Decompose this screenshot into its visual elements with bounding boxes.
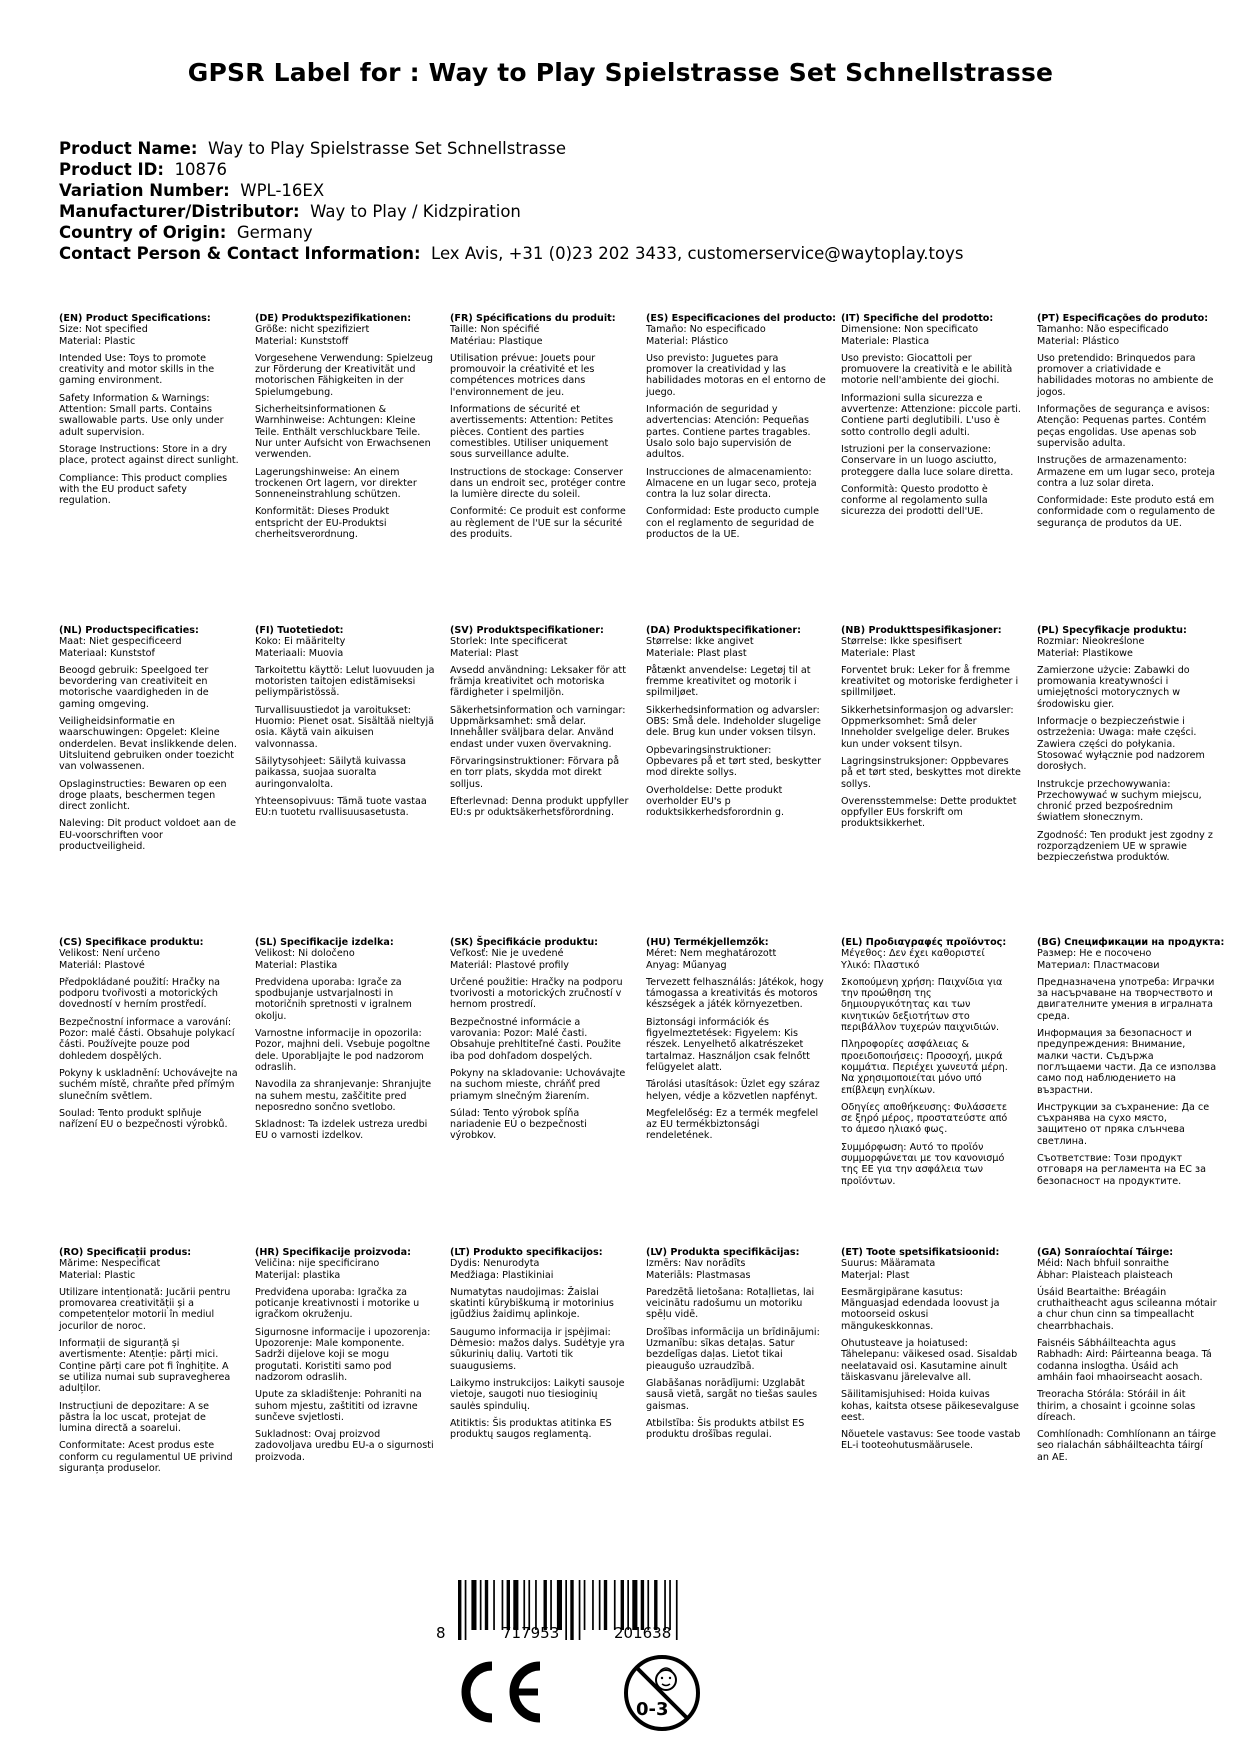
spec-line: Pokyny k uskladnění: Uchovávejte na suchém místě, chraňte před přímým slunečním světlem. — [59, 1067, 238, 1102]
spec-line: Size: Not specified — [59, 324, 148, 336]
spec-heading: (RO) Specificații produs: — [59, 1247, 192, 1258]
spec-line: Veiligheidsinformatie en waarschuwingen: Opgelet: Kleine onderdelen. Bevat inslikkende delen. Uitsluitend gebruiken onder toezicht van volwassenen. — [59, 716, 237, 773]
info-country-of-origin: Country of Origin: Germany — [59, 223, 313, 242]
spec-line: Säilytysohjeet: Säilytä kuivassa paikassa, suojaa suoralta auringonvalolta. — [255, 755, 406, 790]
barcode-bar — [614, 1580, 616, 1630]
product-info — [59, 138, 963, 264]
spec-line: Tarkoitettu käyttö: Lelut luovuuden ja motoristen taitojen edistämiseksi peliympäristössä. — [255, 664, 435, 699]
spec-line: Größe: nicht spezifiziert — [255, 324, 370, 336]
barcode-bar — [632, 1580, 637, 1630]
spec-line: Zamierzone użycie: Zabawki do promowania kreatywności i umiejętności motorycznych w środowisku gier. — [1037, 664, 1190, 710]
spec-block — [1037, 313, 1217, 535]
spec-line: Påtænkt anvendelse: Legetøj til at fremme kreativitet og motorik i spilmiljøet. — [646, 664, 811, 699]
spec-line: Størrelse: Ikke angivet — [646, 636, 754, 648]
spec-line: Lagringsinstruksjoner: Oppbevares på et tørt sted, beskyttes mot direkte sollys. — [841, 755, 1021, 790]
spec-line: Размер: Не е посочено — [1037, 948, 1152, 960]
spec-line: Súlad: Tento výrobok spĺňa nariadenie EÚ o bezpečnosti výrobkov. — [450, 1107, 587, 1142]
info-variation-number: Variation Number: WPL-16EX — [59, 181, 325, 200]
spec-line: Atitiktis: Šis produktas atitinka ES produktų saugos reglamentą. — [450, 1417, 612, 1441]
spec-line: Material: Plástico — [1037, 335, 1120, 347]
spec-line: Veľkosť: Nie je uvedené — [450, 948, 564, 960]
info-manufacturer: Manufacturer/Distributor: Way to Play / Kidzpiration — [59, 202, 521, 221]
age-warning-0-3-icon — [622, 1653, 702, 1733]
spec-heading: (DA) Produktspecifikationer: — [646, 625, 801, 636]
spec-line: Comhlíonadh: Comhlíonann an táirge seo rialachán sábháilteachta táirgí an AE. — [1037, 1429, 1217, 1463]
spec-line: Navodila za shranjevanje: Shranjujte na suhem mestu, zaščitite pred neposredno sončno svetlobo. — [255, 1079, 432, 1113]
spec-block — [59, 625, 239, 858]
spec-line: Atbilstība: Šis produkts atbilst ES produktu drošības regulai. — [646, 1417, 805, 1441]
spec-block — [646, 313, 837, 546]
spec-line: Conformitate: Acest produs este conform cu regulamentul UE privind siguranța produselor. — [59, 1440, 233, 1475]
spec-block — [255, 625, 435, 824]
spec-block — [646, 1247, 826, 1446]
spec-line: Glabāšanas norādījumi: Uzglabāt sausā vietā, sargāt no tiešas saules gaismas. — [646, 1377, 818, 1412]
info-product-id: Product ID: 10876 — [59, 160, 227, 179]
spec-line: Méid: Nach bhfuil sonraithe — [1037, 1258, 1169, 1270]
spec-line: Megfelelőség: Ez a termék megfelel az EU termékbiztonsági rendeletének. — [646, 1107, 819, 1142]
spec-heading: (SV) Produktspecifikationer: — [450, 625, 604, 636]
spec-line: Ohutusteave ja hoiatused: Tähelepanu: väikesed osad. Sisaldab neelatavaid osi. Kasutamine ainult täiskasvanu järelevalve all. — [841, 1338, 1018, 1383]
barcode-bar — [584, 1580, 586, 1630]
spec-line: Faisnéis Sábháilteachta agus Rabhadh: Aird: Páirteanna beaga. Tá codanna inslogtha. Úsáid ach amháin faoi mhaoirseacht aosach. — [1037, 1338, 1212, 1383]
spec-line: Sikkerhedsinformation og advarsler: OBS: Små dele. Indeholder slugelige dele. Brug kun under voksen tilsyn. — [646, 704, 821, 739]
spec-line: Taille: Non spécifié — [450, 324, 540, 336]
barcode-bar — [507, 1580, 510, 1630]
barcode-right-group: 201638 — [614, 1624, 672, 1642]
spec-heading: (BG) Спецификации на продукта: — [1037, 937, 1225, 948]
spec-line: Materiale: Plast plast — [646, 647, 747, 659]
spec-heading: (ET) Toote spetsifikatsioonid: — [841, 1247, 1000, 1258]
spec-line: Förvaringsinstruktioner: Förvara på en torr plats, skydda mot direkt solljus. — [450, 755, 620, 790]
barcode-bar — [465, 1580, 467, 1640]
barcode-bar — [523, 1580, 525, 1630]
spec-heading: (FR) Spécifications du produit: — [450, 313, 616, 324]
barcode-bar — [485, 1580, 488, 1630]
spec-line: Tervezett felhasználás: Játékok, hogy támogassa a kreativitás és motoros készségek a játék környezetben. — [646, 976, 824, 1011]
spec-block — [59, 313, 239, 512]
spec-line: Bezpečnostné informácie a varovania: Pozor: Malé časti. Obsahuje prehltiteľné časti. Použite iba pod dohľadom dospelých. — [450, 1016, 621, 1062]
spec-line: Vorgesehene Verwendung: Spielzeug zur Förderung der Kreativität und motorischen Fähigkeiten in der Spielumgebung. — [255, 352, 434, 398]
spec-line: Predvidena uporaba: Igrače za spodbujanje ustvarjalnosti in motoričnih spretnosti v igralnem okolju. — [255, 976, 412, 1022]
spec-line: Izmērs: Nav norādīts — [646, 1258, 746, 1270]
spec-line: Πληροφορίες ασφάλειας & προειδοποιήσεις: Προσοχή, μικρά κομμάτια. Περιέχει χωνευτά μέρη. Να χρησιμοποιείται μόνο υπό επίβλεψη ενηλίκων. — [841, 1039, 1008, 1096]
spec-line: Predviđena uporaba: Igračka za poticanje kreativnosti i motorike u igračkom okruženju. — [255, 1286, 420, 1321]
spec-line: Treoracha Stórála: Stóráil in áit thirim, a chosaint i gcoinne solas díreach. — [1037, 1389, 1196, 1423]
barcode-bar — [471, 1580, 476, 1630]
spec-line: Turvallisuustiedot ja varoitukset: Huomio: Pienet osat. Sisältää nieltyjä osia. Käytä vain aikuisen valvonnassa. — [255, 704, 435, 750]
spec-line: Instrukcje przechowywania: Przechowywać w suchym miejscu, chronić przed bezpośrednim światłem słonecznym. — [1037, 778, 1202, 824]
page-title: GPSR Label for : Way to Play Spielstrasse Set Schnellstrasse — [187, 58, 1054, 87]
spec-heading: (HR) Specifikacije proizvoda: — [255, 1247, 411, 1258]
spec-block — [450, 625, 630, 824]
barcode-bar — [604, 1580, 607, 1630]
spec-line: Μέγεθος: Δεν έχει καθοριστεί — [841, 948, 985, 960]
spec-line: Materiál: Plastové — [59, 959, 145, 971]
spec-line: Информация за безопасност и предупреждения: Внимание, малки части. Съдържа поглъщаеми части. Да се използва само под наблюдението на възрастни. — [1037, 1028, 1217, 1096]
barcode-bar — [565, 1580, 567, 1640]
spec-line: Compliance: This product complies with the EU product safety regulation. — [59, 472, 228, 507]
spec-line: Material: Plastic — [59, 1269, 136, 1281]
spec-block — [1037, 937, 1225, 1193]
spec-line: Información de seguridad y advertencias: Atención: Pequeñas partes. Contiene partes tragables. Úsalo solo bajo supervisión de adultos. — [646, 404, 811, 461]
spec-heading: (FI) Tuotetiedot: — [255, 625, 344, 636]
spec-line: Veličina: nije specificirano — [255, 1258, 380, 1270]
barcode-bar — [544, 1580, 547, 1630]
spec-line: Naleving: Dit product voldoet aan de EU-voorschriften voor productveiligheid. — [59, 818, 236, 853]
spec-line: Material: Plastika — [255, 959, 338, 971]
spec-line: Storlek: Inte specificerat — [450, 636, 568, 648]
spec-heading: (DE) Produktspezifikationen: — [255, 313, 412, 324]
barcode-bar — [654, 1580, 657, 1630]
barcode-first-digit: 8 — [436, 1624, 446, 1642]
spec-line: Uso previsto: Juguetes para promover la creatividad y las habilidades motoras en el entorno de juego. — [646, 352, 826, 398]
barcode-bar — [513, 1580, 518, 1630]
spec-line: Lagerungshinweise: An einem trockenen Ort lagern, vor direkter Sonneneinstrahlung schützen. — [255, 466, 417, 501]
barcode-bar — [458, 1580, 461, 1640]
spec-line: Instrucciones de almacenamiento: Almacene en un lugar seco, proteja contra la luz solar directa. — [646, 466, 817, 501]
barcode-bars — [436, 1580, 716, 1650]
barcode-bar — [528, 1580, 530, 1630]
spec-block — [841, 1247, 1021, 1458]
spec-heading: (PL) Specyfikacje produktu: — [1037, 625, 1187, 636]
spec-line: Materiaal: Kunststof — [59, 647, 155, 659]
spec-line: Overensstemmelse: Dette produktet oppfyller EUs forskrift om produktsikkerhet. — [841, 795, 1017, 830]
spec-line: Material: Plastic — [59, 335, 136, 347]
spec-line: Tárolási utasítások: Üzlet egy száraz helyen, védje a közvetlen napfényt. — [646, 1079, 820, 1102]
spec-block — [255, 937, 435, 1148]
spec-line: Beoogd gebruik: Speelgoed ter bevordering van creativiteit en motorische vaardigheden in de gaming omgeving. — [59, 664, 209, 710]
spec-line: Předpokládané použití: Hračky na podporu tvořivosti a motorických dovedností v herním prostředí. — [59, 976, 221, 1011]
spec-line: Materiał: Plastikowe — [1037, 647, 1133, 659]
spec-heading: (LT) Produkto specifikacijos: — [450, 1247, 603, 1258]
spec-line: Instructions de stockage: Conserver dans un endroit sec, protéger contre la lumière directe du soleil. — [450, 466, 626, 501]
spec-line: Velikost: Ni določeno — [255, 948, 355, 960]
spec-line: Opslaginstructies: Bewaren op een droge plaats, beschermen tegen direct zonlicht. — [59, 778, 227, 813]
spec-heading: (HU) Termékjellemzők: — [646, 937, 769, 948]
spec-line: Ábhar: Plaisteach plaisteach — [1037, 1269, 1173, 1281]
spec-line: Méret: Nem meghatározott — [646, 948, 777, 960]
spec-line: Utilizare intenționată: Jucării pentru promovarea creativității și a competențelor motorii în mediul jocurilor de noroc. — [59, 1286, 231, 1332]
spec-line: Určené použitie: Hračky na podporu tvorivosti a motorických zručností v hernom prostredí. — [450, 976, 623, 1011]
spec-block — [255, 313, 435, 546]
spec-line: Eesmärgipärane kasutus: Mänguasjad edendada loovust ja motoorseid oskusi mängukeskkonnas. — [841, 1286, 1000, 1332]
spec-line: Οδηγίες αποθήκευσης: Φυλάσσετε σε ξηρό μέρος, προστατεύστε από το άμεσο ηλιακό φως. — [841, 1101, 1008, 1136]
spec-line: Forventet bruk: Leker for å fremme kreativitet og motoriske ferdigheter i spillmiljøet. — [841, 664, 1019, 699]
spec-line: Utilisation prévue: Jouets pour promouvoir la créativité et les compétences motrices dans l'environnement de jeu. — [450, 352, 596, 398]
spec-line: Yhteensopivuus: Tämä tuote vastaa EU:n tuotetu rvallisuusasetusta. — [255, 795, 427, 819]
spec-line: Conformité: Ce produit est conforme au règlement de l'UE sur la sécurité des produits. — [450, 506, 626, 541]
spec-heading: (CS) Specifikace produktu: — [59, 937, 204, 948]
barcode-bar — [579, 1580, 581, 1640]
spec-line: Uso previsto: Giocattoli per promuovere la creatività e le abilità motorie nell'ambiente dei giochi. — [841, 352, 1013, 387]
spec-line: Material: Plástico — [646, 335, 729, 347]
spec-block — [450, 937, 630, 1148]
spec-line: Pokyny na skladovanie: Uchovávajte na suchom mieste, chráňť pred priamym slnečným žiarením. — [450, 1067, 626, 1102]
spec-heading: (NB) Produkttspesifikasjoner: — [841, 625, 1002, 636]
spec-line: Maat: Niet gespecificeerd — [59, 636, 182, 648]
spec-line: Informații de siguranță și avertismente: Atenție: părți mici. Conține părți care pot fi înghițite. A se utiliza numai sub supravegherea adulților. — [59, 1338, 231, 1395]
spec-line: Matériau: Plastique — [450, 335, 543, 347]
spec-line: Informações de segurança e avisos: Atenção: Pequenas partes. Contém peças engolidas. Use apenas sob supervisão adulta. — [1037, 404, 1210, 449]
spec-line: Materiale: Plastica — [841, 335, 930, 347]
spec-line: Koko: Ei määritelty — [255, 636, 346, 648]
info-contact: Contact Person & Contact Information: Lex Avis, +31 (0)23 202 3433, customerservice@waytoplay.toys — [59, 244, 964, 263]
spec-line: Storage Instructions: Store in a dry place, protect against direct sunlight. — [59, 443, 239, 467]
ce-mark-icon — [456, 1660, 546, 1724]
spec-line: Uso pretendido: Brinquedos para promover a criatividade e habilidades motoras no ambiente de jogos. — [1037, 352, 1214, 398]
spec-line: Säilitamisjuhised: Hoida kuivas kohas, kaitsta otsese päikesevalguse eest. — [841, 1389, 1019, 1423]
spec-heading: (SL) Specifikacije izdelka: — [255, 937, 394, 948]
barcode-bar — [676, 1580, 678, 1640]
spec-line: Material: Kunststoff — [255, 335, 349, 347]
spec-line: Laikymo instrukcijos: Laikyti sausoje vietoje, saugoti nuo tiesioginių saulės spindulių. — [450, 1377, 625, 1412]
spec-line: Conformità: Questo prodotto è conforme al regolamento sulla sicurezza dei prodotti dell'UE. — [841, 483, 988, 518]
spec-heading: (EL) Προδιαγραφές προϊόντος: — [841, 937, 1007, 948]
spec-line: Medžiaga: Plastikiniai — [450, 1269, 554, 1281]
spec-line: Velikost: Není určeno — [59, 948, 160, 960]
barcode-bar — [621, 1580, 624, 1630]
spec-line: Materiaali: Muovia — [255, 647, 344, 659]
spec-block — [1037, 1247, 1217, 1469]
spec-line: Materjal: Plast — [841, 1269, 910, 1281]
spec-heading: (NL) Productspecificaties: — [59, 625, 199, 636]
spec-heading: (EN) Product Specifications: — [59, 313, 211, 324]
spec-line: Dydis: Nenurodyta — [450, 1258, 540, 1270]
barcode-bar — [647, 1580, 649, 1630]
age-warning-label: 0-3 — [636, 1699, 669, 1720]
spec-block — [646, 937, 826, 1148]
spec-line: Sikkerhetsinformasjon og advarsler: Oppmerksomhet: Små deler Inneholder svelgelige deler. Brukes kun under voksent tilsyn. — [841, 704, 1014, 750]
barcode-bar — [599, 1580, 601, 1630]
spec-line: Størrelse: Ikke spesifisert — [841, 636, 962, 648]
spec-line: Tamaño: No especificado — [646, 324, 766, 336]
spec-line: Upute za skladištenje: Pohraniti na suhom mjestu, zaštititi od izravne sunčeve svjetlosti. — [255, 1389, 422, 1423]
spec-line: Sigurnosne informacije i upozorenja: Upozorenje: Male komponente. Sadrži dijelove koji se mogu progutati. Koristiti samo pod nadzorom odraslih. — [255, 1326, 431, 1383]
barcode-bar — [502, 1580, 504, 1630]
spec-line: Materiál: Plastové profily — [450, 959, 569, 971]
spec-heading: (SK) Špecifikácie produktu: — [450, 937, 599, 948]
spec-line: Varnostne informacije in opozorila: Pozor, majhni deli. Vsebuje pogoltne dele. Uporabljajte le pod nadzorom odraslih. — [255, 1028, 431, 1073]
spec-block — [646, 625, 826, 824]
barcode-bar — [557, 1580, 562, 1630]
spec-line: Drošības informācija un brīdinājumi: Uzmanību: sīkas detaļas. Satur bezdelīgas daļas. Lietot tikai pieaugušo uzraudzībā. — [646, 1326, 820, 1372]
spec-block — [255, 1247, 435, 1469]
spec-line: Säkerhetsinformation och varningar: Uppmärksamhet: små delar. Innehåller sväljbara delar. Använd endast under vuxen övervakning. — [450, 704, 626, 750]
info-product-name: Product Name: Way to Play Spielstrasse Set Schnellstrasse — [59, 139, 567, 158]
barcode-bar — [669, 1580, 671, 1630]
spec-heading: (IT) Specifiche del prodotto: — [841, 313, 994, 324]
spec-line: Informacje o bezpieczeństwie i ostrzeżenia: Uwaga: małe części. Zawiera części do połykania. Stosować wyłącznie pod nadzorem dorosłych. — [1037, 716, 1205, 773]
spec-line: Материал: Пластмасови — [1037, 959, 1160, 971]
spec-line: Συμμόρφωση: Αυτό το προϊόν συμμορφώνεται με τον κανονισμό της ΕΕ για την ασφάλεια των προϊόντων. — [841, 1141, 1005, 1187]
spec-line: Sicherheitsinformationen & Warnhinweise: Achtungen: Kleine Teile. Enthält verschluckbare Teile. Nur unter Aufsicht von Erwachsenen verwenden. — [255, 404, 431, 461]
spec-heading: (LV) Produkta specifikācijas: — [646, 1247, 800, 1258]
spec-line: Rozmiar: Nieokreślone — [1037, 636, 1145, 648]
spec-line: Saugumo informacija ir įspėjimai: Dėmesio: mažos dalys. Sudėtyje yra sūkurinių dalių. Vartoti tik suaugusiems. — [450, 1326, 625, 1372]
spec-line: Инструкции за съхранение: Да се съхранява на сухо място, защитено от пряка слънчева светлина. — [1037, 1101, 1210, 1147]
spec-block — [59, 937, 239, 1136]
spec-line: Overholdelse: Dette produkt overholder EU's p roduktsikkerhedsforordnin g. — [646, 784, 785, 819]
spec-line: Bezpečnostní informace a varování: Pozor: malé části. Obsahuje polykací části. Používejte pouze pod dohledem dospělých. — [59, 1016, 235, 1062]
spec-line: Numatytas naudojimas: Žaislai skatinti kūrybiškumą ir motorinius įgūdžius žaidimų aplinkoje. — [450, 1286, 614, 1321]
spec-heading: (ES) Especificaciones del producto: — [646, 313, 837, 324]
spec-block — [841, 937, 1021, 1193]
spec-block — [841, 625, 1021, 836]
spec-line: Safety Information & Warnings: Attention: Small parts. Contains swallowable parts. Use only under adult supervision. — [59, 392, 224, 438]
spec-block — [841, 313, 1021, 524]
spec-line: Dimensione: Non specificato — [841, 324, 979, 336]
spec-line: Materiāls: Plastmasas — [646, 1269, 751, 1281]
spec-line: Istruzioni per la conservazione: Conservare in un luogo asciutto, proteggere dalla luce solare diretta. — [841, 443, 1014, 478]
spec-block — [450, 1247, 630, 1446]
barcode-bar — [664, 1580, 666, 1630]
spec-line: Úsáid Beartaithe: Bréagáin cruthaitheacht agus scileanna mótair a chur chun cinn sa timpeallacht chearrbhachais. — [1037, 1286, 1217, 1332]
barcode-bar — [493, 1580, 495, 1630]
spec-line: Instrucțiuni de depozitare: A se păstra la loc uscat, protejat de lumina directă a soarelui. — [59, 1400, 210, 1435]
spec-line: Konformität: Dieses Produkt entspricht der EU-Produktsi cherheitsverordnung. — [255, 506, 390, 541]
spec-line: Opbevaringsinstruktioner: Opbevares på et tørt sted, beskytter mod direkte sollys. — [646, 744, 822, 779]
spec-line: Material: Plast — [450, 647, 519, 659]
spec-line: Materijal: plastika — [255, 1269, 341, 1281]
spec-line: Съответствие: Този продукт отговаря на регламента на ЕС за безопасност на продуктите. — [1037, 1153, 1206, 1187]
spec-line: Anyag: Műanyag — [646, 959, 727, 971]
spec-line: Informazioni sulla sicurezza e avvertenze: Attenzione: piccole parti. Contiene parti deglutibili. L'uso è sotto controllo degli adulti. — [841, 392, 1021, 438]
spec-block — [1037, 625, 1217, 870]
spec-line: Nõuetele vastavus: See toode vastab EL-i tooteohutusmäärusele. — [841, 1429, 1021, 1452]
spec-line: Υλικό: Πλαστικό — [841, 959, 920, 971]
spec-heading: (GA) Sonraíochtaí Táirge: — [1037, 1247, 1174, 1258]
barcode-left-group: 717953 — [502, 1624, 560, 1642]
spec-line: Biztonsági információk és figyelmeztetések: Figyelem: Kis részek. Lenyelhető alkatrészeket tartalmaz. Használjon csak felnőtt felügyelet alatt. — [646, 1016, 810, 1073]
barcode-bar — [535, 1580, 537, 1630]
spec-heading: (PT) Especificações do produto: — [1037, 313, 1209, 324]
spec-block — [450, 313, 630, 546]
spec-line: Skladnost: Ta izdelek ustreza uredbi EU o varnosti izdelkov. — [255, 1119, 428, 1142]
spec-line: Zgodność: Ten produkt jest zgodny z rozporządzeniem UE w sprawie bezpieczeństwa produktów. — [1037, 829, 1213, 864]
spec-line: Mărime: Nespecificat — [59, 1258, 161, 1270]
spec-line: Suurus: Määramata — [841, 1258, 936, 1270]
spec-line: Efterlevnad: Denna produkt uppfyller EU:s pr oduktsäkerhetsförordning. — [450, 795, 629, 819]
spec-line: Informations de sécurité et avertissements: Attention: Petites pièces. Contient des parties comestibles. Utiliser uniquement sous surveillance adulte. — [450, 404, 614, 461]
spec-line: Sukladnost: Ovaj proizvod zadovoljava uredbu EU-a o sigurnosti proizvoda. — [255, 1429, 434, 1463]
spec-line: Conformidad: Este producto cumple con el reglamento de seguridad de productos de la UE. — [646, 506, 819, 541]
barcode-bar — [550, 1580, 552, 1630]
spec-line: Предназначена употреба: Играчки за насърчаване на творчеството и двигателните умения в игралната среда. — [1037, 976, 1215, 1022]
barcode-bar — [627, 1580, 629, 1630]
barcode-bar — [592, 1580, 594, 1630]
spec-line: Soulad: Tento produkt splňuje nařízení EU o bezpečnosti výrobků. — [59, 1107, 228, 1131]
spec-line: Materiale: Plast — [841, 647, 916, 659]
spec-line: Intended Use: Toys to promote creativity and motor skills in the gaming environment. — [59, 352, 215, 387]
spec-line: Instruções de armazenamento: Armazene em um lugar seco, proteja contra a luz solar direta. — [1037, 455, 1216, 489]
spec-line: Tamanho: Não especificado — [1037, 324, 1169, 336]
spec-line: Σκοπούμενη χρήση: Παιχνίδια για την προώθηση της δημιουργικότητας και των κινητικών δεξιοτήτων στο περιβάλλον τυχερών παιχνιδιών. — [841, 976, 1003, 1034]
barcode-bar — [480, 1580, 482, 1630]
spec-line: Conformidade: Este produto está em conformidade com o regulamento de segurança de produtos da UE. — [1037, 495, 1216, 529]
barcode-bar — [570, 1580, 573, 1640]
barcode-bar — [641, 1580, 644, 1630]
spec-line: Paredzētā lietošana: Rotaļlietas, lai veicinātu radošumu un motoriku spēļu vidē. — [646, 1286, 815, 1321]
spec-line: Avsedd användning: Leksaker för att främja kreativitet och motoriska färdigheter i spelmiljön. — [450, 664, 626, 699]
spec-block — [59, 1247, 239, 1480]
